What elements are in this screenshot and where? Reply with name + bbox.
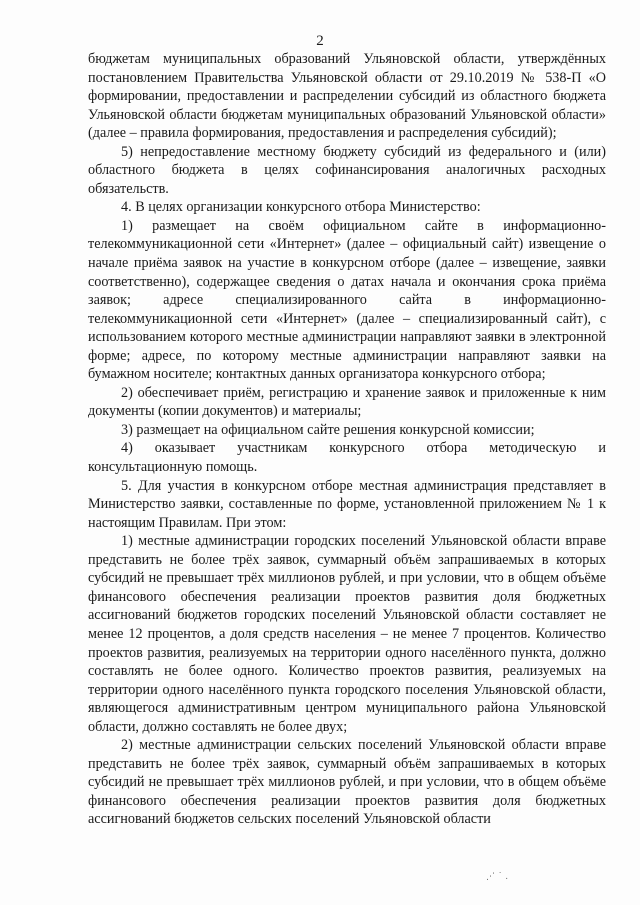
paragraph-section-4-item-2: 2) обеспечивает приём, регистрацию и хранение заявок и приложенные к ним документы (копии документов) и материалы; xyxy=(88,384,606,420)
paragraph-section-5-heading: 5. Для участия в конкурсном отборе местная администрация представляет в Министерство заявки, составленные по форме, установленной приложением № 1 к настоящим Правилам. При этом: xyxy=(88,477,606,531)
paragraph-section-4-item-3: 3) размещает на официальном сайте решения конкурсной комиссии; xyxy=(121,421,535,438)
paragraph-section-5-item-2: 2) местные администрации сельских поселений Ульяновской области вправе представить не более трёх заявок, суммарный объём запрашиваемых в которых субсидий не превышает трёх миллионов рублей, и при условии, что в общем объёме финансового обеспечения реализации проектов развития доля бюджетных ассигнований бюджетов сельских поселений Ульяновской области xyxy=(88,737,606,828)
paragraph-section-4-item-4: 4) оказывает участникам конкурсного отбора методическую и консультационную помощь. xyxy=(88,440,606,476)
paragraph-section-4-heading: 4. В целях организации конкурсного отбора Министерство: xyxy=(121,199,481,216)
paragraph-section-4-item-1: 1) размещает на своём официальном сайте в информационно-телекоммуникационной сети «Интернет» (далее – официальный сайт) извещение о начале приёма заявок на участие в конкурсном отборе (далее – извещение, заявки соответственно), содержащее сведения о датах начала и окончания срока приёма заявок; адресе специализированного сайта в информационно-телекоммуникационной сети «Интернет» (далее – специализированный сайт), с использованием которого местные администрации направляют заявки в электронной форме; адресе, по которому местные администрации направляют заявки на бумажном носителе; контактных данных организатора конкурсного отбора; xyxy=(88,217,606,383)
page-number: 2 xyxy=(316,33,324,49)
scan-artifact: ⋰ ˙ . xyxy=(486,872,509,882)
paragraph-item-5-non-provision: 5) непредоставление местному бюджету субсидий из федерального и (или) областного бюджета в целях софинансирования аналогичных расходных обязательств. xyxy=(88,143,606,197)
paragraph-section-5-item-1: 1) местные администрации городских поселений Ульяновской области вправе представить не более трёх заявок, суммарный объём запрашиваемых в которых субсидий не превышает трёх миллионов рублей, и при условии, что в общем объёме финансового обеспечения реализации проектов развития доля бюджетных ассигнований бюджетов городских поселений Ульяновской области составляет не менее 12 процентов, а доля средств населения – не менее 7 процентов. Количество проектов развития, реализуемых на территории одного населённого пункта, должно составлять не более одного. Количество проектов развития, реализуемых на территории одного населённого пункта городского поселения Ульяновской области, являющегося административным центром муниципального района Ульяновской области, должно составлять не более двух; xyxy=(88,533,606,735)
paragraph-subsidy-rules-continuation: бюджетам муниципальных образований Ульяновской области, утверждённых постановлением Правительства Ульяновской области от 29.10.2019 № 538-П «О формировании, предоставлении и распределении субсидий из областного бюджета Ульяновской области бюджетам муниципальных образований Ульяновской области» (далее – правила формирования, предоставления и распределения субсидий); xyxy=(88,51,606,142)
document-body xyxy=(88,50,606,829)
